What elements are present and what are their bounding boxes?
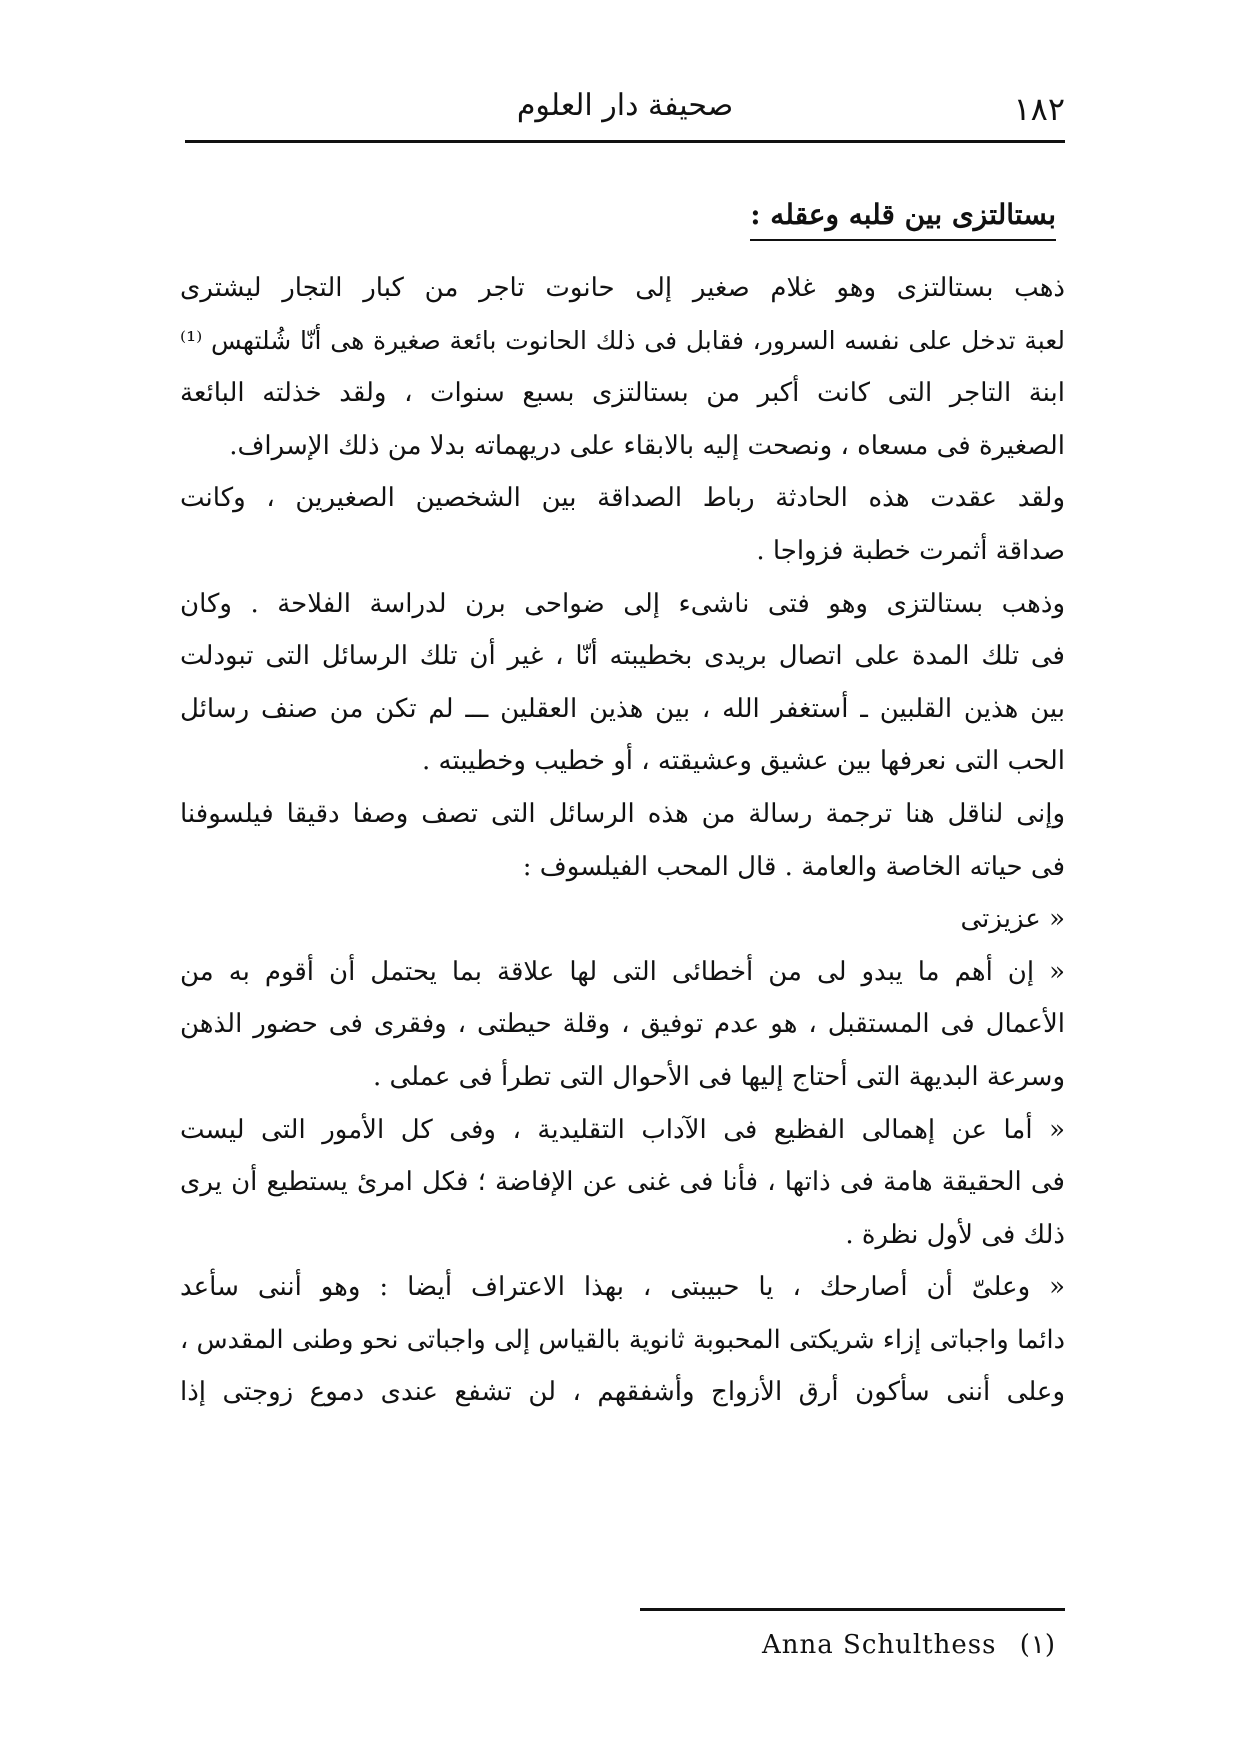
text-line: بين هذين القلبين ـ أستغفر الله ، بين هذين العقلين ـــ لم تكن من صنف رسائل	[180, 693, 1065, 724]
text-line: ابنة التاجر التى كانت أكبر من بستالتزى بسبع سنوات ، ولقد خذلته البائعة	[180, 378, 1065, 409]
text-line: فى حياته الخاصة والعامة . قال المحب الفيلسوف :	[522, 851, 1065, 882]
text-line: الأعمال فى المستقبل ، هو عدم توفيق ، وقلة حيطتى ، وفقرى فى حضور الذهن	[180, 1009, 1065, 1040]
footnote-marker: (١)	[1019, 1630, 1056, 1660]
text-line: « إن أهم ما يبدو لى من أخطائى التى لها علاقة بما يحتمل أن أقوم به من	[180, 956, 1065, 987]
text-line: دائما واجباتى إزاء شريكتى المحبوبة ثانوية بالقياس إلى واجباتى نحو وطنى المقدس ،	[180, 1324, 1065, 1355]
footnote-rule	[640, 1608, 1065, 1611]
text-line: صداقة أثمرت خطبة فزواجا .	[756, 535, 1065, 566]
text-line: « أما عن إهمالى الفظيع فى الآداب التقليدية ، وفى كل الأمور التى ليست	[180, 1114, 1065, 1145]
text-line: وذهب بستالتزى وهو فتى ناشىء إلى ضواحى برن لدراسة الفلاحة . وكان	[180, 588, 1065, 619]
text-line: فى تلك المدة على اتصال بريدى بخطيبته أنّا ، غير أن تلك الرسائل التى تبودلت	[180, 641, 1065, 672]
text-line: ذلك فى لأول نظرة .	[845, 1219, 1065, 1250]
text-line: وإنى لناقل هنا ترجمة رسالة من هذه الرسائل التى تصف وصفا دقيقا فيلسوفنا	[180, 798, 1065, 829]
journal-title: صحيفة دار العلوم	[516, 88, 734, 123]
footnote	[762, 1630, 1056, 1660]
running-head	[185, 84, 1065, 134]
text-line: « وعلىّ أن أصارحك ، يا حبيبتى ، بهذا الاعتراف أيضا : وهو أننى سأعد	[180, 1272, 1065, 1303]
text-line: الصغيرة فى مسعاه ، ونصحت إليه بالابقاء على دريهماته بدلا من ذلك الإسراف.	[229, 430, 1065, 461]
section-heading: بستالتزی بين قلبه وعقله :	[750, 198, 1056, 241]
page-number: ١٨٢	[1013, 90, 1065, 128]
text-line: وعلى أننى سأكون أرق الأزواج وأشفقهم ، لن تشفع عندى دموع زوجتى إذا	[180, 1377, 1065, 1408]
text-line: ولقد عقدت هذه الحادثة رباط الصداقة بين الشخصين الصغيرين ، وكانت	[180, 483, 1065, 514]
text-line: ذهب بستالتزى وهو غلام صغير إلى حانوت تاجر من كبار التجار ليشترى	[180, 273, 1065, 303]
body-text	[180, 262, 1065, 1419]
text-line: الحب التى نعرفها بين عشيق وعشيقته ، أو خطيب وخطيبته .	[421, 746, 1065, 777]
header-rule	[185, 140, 1065, 143]
text-line: لعبة تدخل على نفسه السرور، فقابل فى ذلك الحانوت بائعة صغيرة هى أنّا شُلتهس ⁽¹⁾	[180, 325, 1065, 355]
footnote-text: Anna Schulthess	[761, 1630, 997, 1660]
text-line: وسرعة البديهة التى أحتاج إليها فى الأحوال التى تطرأ فى عملى .	[372, 1061, 1065, 1092]
text-line: « عزيزتى	[960, 904, 1065, 935]
text-line: فى الحقيقة هامة فى ذاتها ، فأنا فى غنى عن الإفاضة ؛ فكل امرئ يستطيع أن يرى	[180, 1167, 1065, 1198]
